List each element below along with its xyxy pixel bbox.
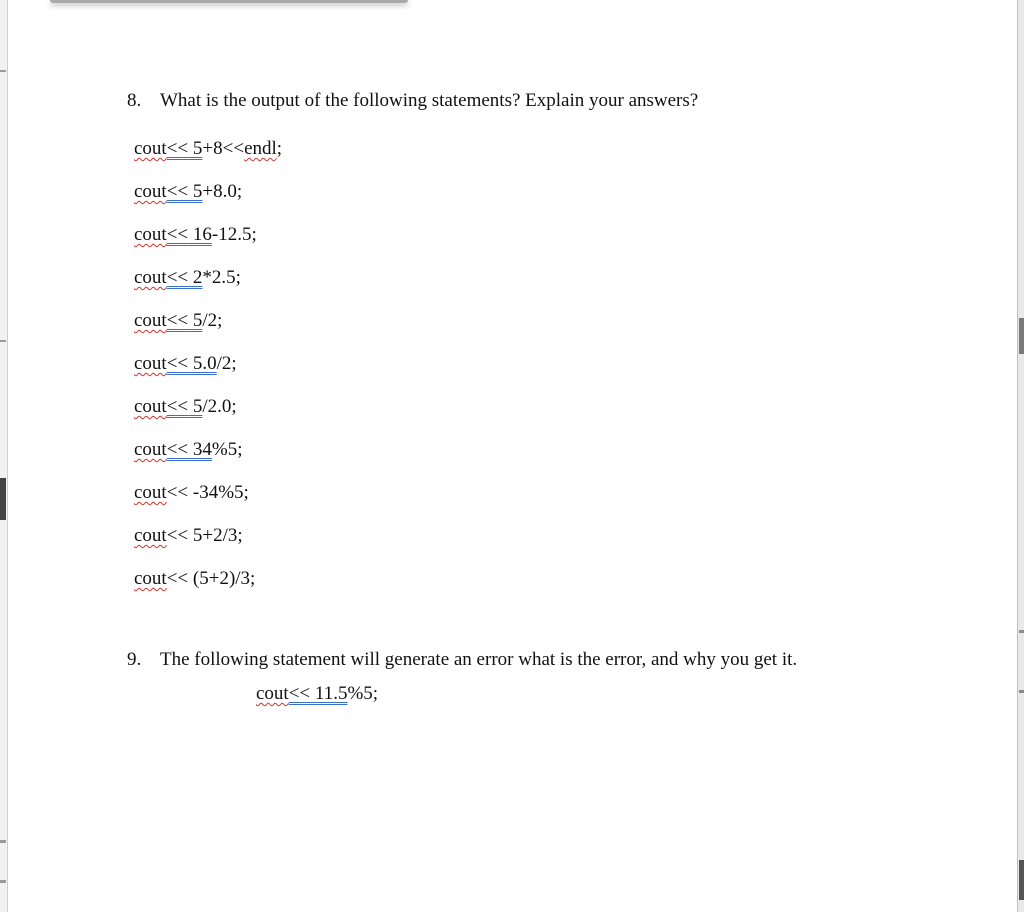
code-keyword: cout (134, 310, 167, 331)
statement-line (134, 224, 257, 246)
statement-line (134, 525, 243, 547)
statement-line (134, 353, 237, 375)
code-rest: /2; (216, 353, 237, 374)
statement-line (134, 396, 237, 418)
code-tail: endl (244, 138, 277, 159)
code-flagged: 5 (188, 138, 203, 159)
code-rest: +8<< (202, 138, 245, 159)
question-8 (127, 90, 698, 112)
code-keyword: cout (134, 482, 167, 503)
code-rest: /2; (202, 310, 223, 331)
code-operator: << (288, 683, 311, 704)
code-rest: /2.0; (202, 396, 237, 417)
statement-line (134, 568, 255, 590)
document-page[interactable] (8, 0, 1016, 912)
gutter-mark (1019, 860, 1024, 900)
gutter-mark (0, 70, 6, 72)
code-operator: << (166, 396, 189, 417)
code-rest: +8.0; (202, 181, 243, 202)
code-flagged: 5 (188, 181, 203, 202)
statement-line (134, 439, 243, 461)
code-operator: << -34%5; (166, 482, 249, 503)
code-flagged: 34 (188, 439, 212, 460)
code-rest: %5; (211, 439, 243, 460)
gutter-mark (0, 340, 6, 342)
code-rest: *2.5; (202, 267, 241, 288)
gutter-mark (1019, 690, 1024, 693)
code-keyword: cout (134, 224, 167, 245)
code-keyword: cout (256, 683, 289, 704)
code-keyword: cout (134, 181, 167, 202)
code-end: ; (276, 138, 283, 159)
code-operator: << (166, 353, 189, 374)
question-9-statement (256, 683, 378, 705)
code-operator: << (166, 224, 189, 245)
code-keyword: cout (134, 267, 167, 288)
gutter-mark (0, 880, 6, 883)
code-rest: %5; (347, 683, 379, 704)
statement-line (134, 138, 282, 160)
code-operator: << (166, 439, 189, 460)
gutter-mark (0, 478, 6, 520)
code-operator: << (166, 138, 189, 159)
question-9-number: 9. (127, 649, 142, 670)
code-operator: << (5+2)/3; (166, 568, 256, 589)
statement-line (134, 267, 241, 289)
code-operator: << (166, 181, 189, 202)
code-operator: << 5+2/3; (166, 525, 243, 546)
question-8-text: What is the output of the following statements? Explain your answers? (160, 90, 699, 111)
code-flagged: 5.0 (188, 353, 217, 374)
code-rest: -12.5; (211, 224, 257, 245)
code-operator: << (166, 310, 189, 331)
statement-line (134, 310, 222, 332)
question-8-number: 8. (127, 90, 142, 111)
code-flagged: 5 (188, 310, 203, 331)
code-keyword: cout (134, 568, 167, 589)
code-keyword: cout (134, 439, 167, 460)
code-flagged: 2 (188, 267, 203, 288)
left-gutter (0, 0, 8, 912)
question-9-text: The following statement will generate an error what is the error, and why you get it. (160, 649, 798, 670)
code-flagged: 5 (188, 396, 203, 417)
code-keyword: cout (134, 525, 167, 546)
code-flagged: 16 (188, 224, 212, 245)
code-keyword: cout (134, 396, 167, 417)
floating-toolbar-edge (50, 0, 408, 3)
question-9 (127, 649, 797, 671)
code-keyword: cout (134, 138, 167, 159)
code-keyword: cout (134, 353, 167, 374)
gutter-mark (1019, 318, 1024, 354)
gutter-mark (0, 840, 6, 843)
statement-line (134, 181, 242, 203)
gutter-mark (1019, 630, 1024, 633)
code-operator: << (166, 267, 189, 288)
code-flagged: 11.5 (310, 683, 348, 704)
statement-line (134, 482, 249, 504)
right-gutter (1017, 0, 1024, 912)
